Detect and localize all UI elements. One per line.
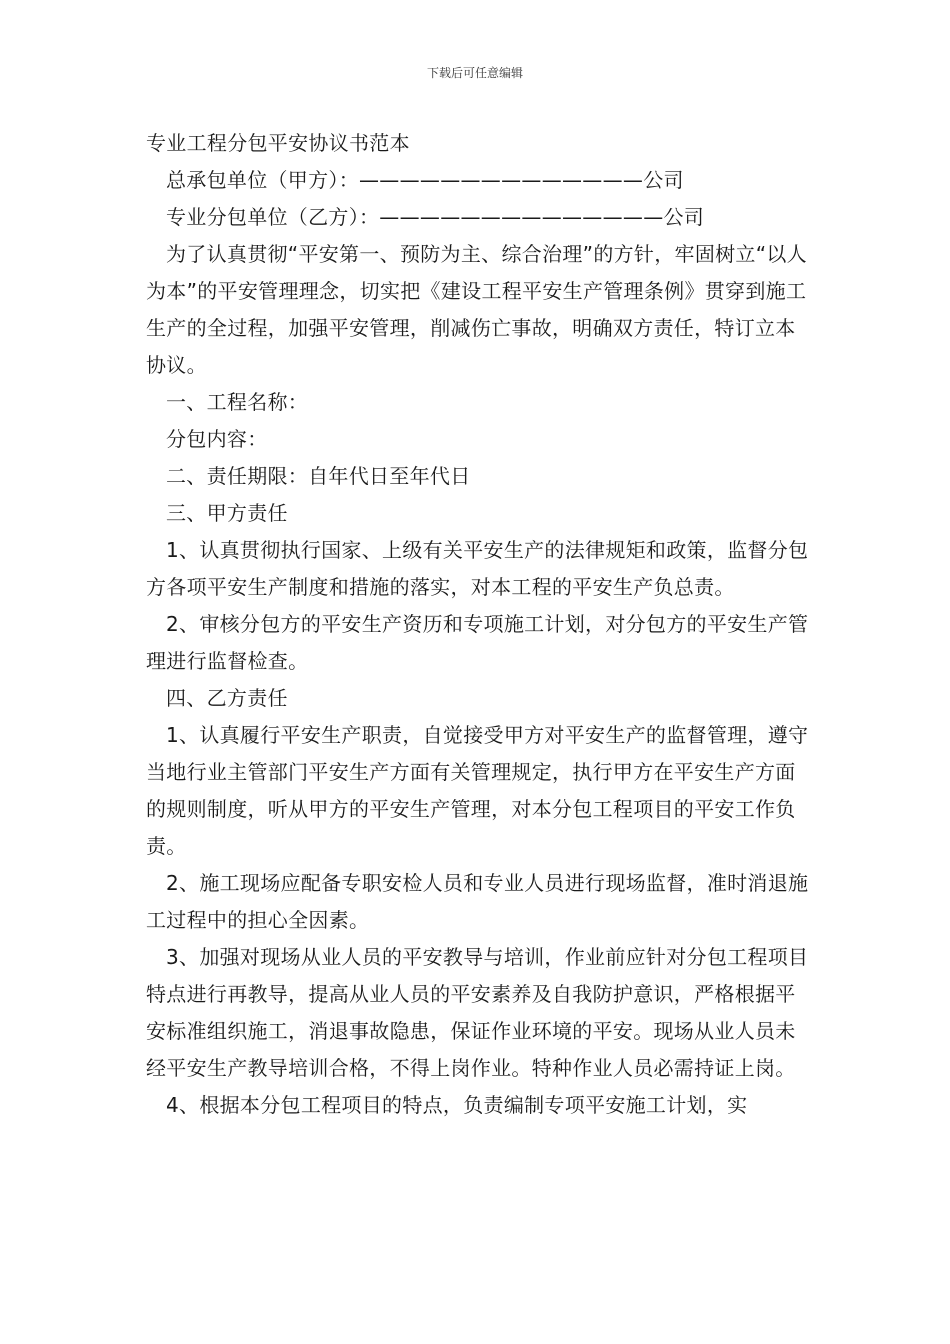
contractor-line: 总承包单位（甲方）：——————————————公司 xyxy=(166,168,684,192)
header-note: 下载后可任意编辑 xyxy=(426,66,523,80)
body-paragraph: 1、认真履行平安生产职责，自觉接受甲方对平安生产的监督管理，遵守当地行业主管部门平安生产方面有关管理规定，执行甲方在平安生产方面的规则制度，听从甲方的平安生产管理，对本分包工程项目的平安工作负责。 xyxy=(146,723,809,858)
document-body xyxy=(146,125,810,1124)
section-heading: 四、乙方责任 xyxy=(166,686,288,710)
section-heading: 一、工程名称： xyxy=(166,390,309,414)
body-paragraph: 2、审核分包方的平安生产资历和专项施工计划，对分包方的平安生产管理进行监督检查。 xyxy=(146,612,809,673)
section-heading: 三、甲方责任 xyxy=(166,501,288,525)
section-heading: 二、责任期限：自年代日至年代日 xyxy=(166,464,471,488)
document-title: 专业工程分包平安协议书范本 xyxy=(146,131,410,155)
body-paragraph: 3、加强对现场从业人员的平安教导与培训，作业前应针对分包工程项目特点进行再教导，提高从业人员的平安素养及自我防护意识，严格根据平安标准组织施工，消退事故隐患，保证作业环境的平安。现场从业人员未经平安生产教导培训合格，不得上岗作业。特种作业人员必需持证上岗。 xyxy=(146,945,809,1080)
body-paragraph: 1、认真贯彻执行国家、上级有关平安生产的法律规矩和政策，监督分包方各项平安生产制度和措施的落实，对本工程的平安生产负总责。 xyxy=(146,538,809,599)
preamble-paragraph: 为了认真贯彻“平安第一、预防为主、综合治理”的方针，牢固树立“以人为本”的平安管理理念，切实把《建设工程平安生产管理条例》贯穿到施工生产的全过程，加强平安管理，削减伤亡事故，明确双方责任，特订立本协议。 xyxy=(146,242,807,377)
body-paragraph: 2、施工现场应配备专职安检人员和专业人员进行现场监督，准时消退施工过程中的担心全因素。 xyxy=(146,871,809,932)
subcontractor-line: 专业分包单位（乙方）：——————————————公司 xyxy=(166,205,705,229)
body-paragraph: 分包内容： xyxy=(166,427,268,451)
body-paragraph: 4、根据本分包工程项目的特点，负责编制专项平安施工计划，实 xyxy=(166,1093,748,1117)
